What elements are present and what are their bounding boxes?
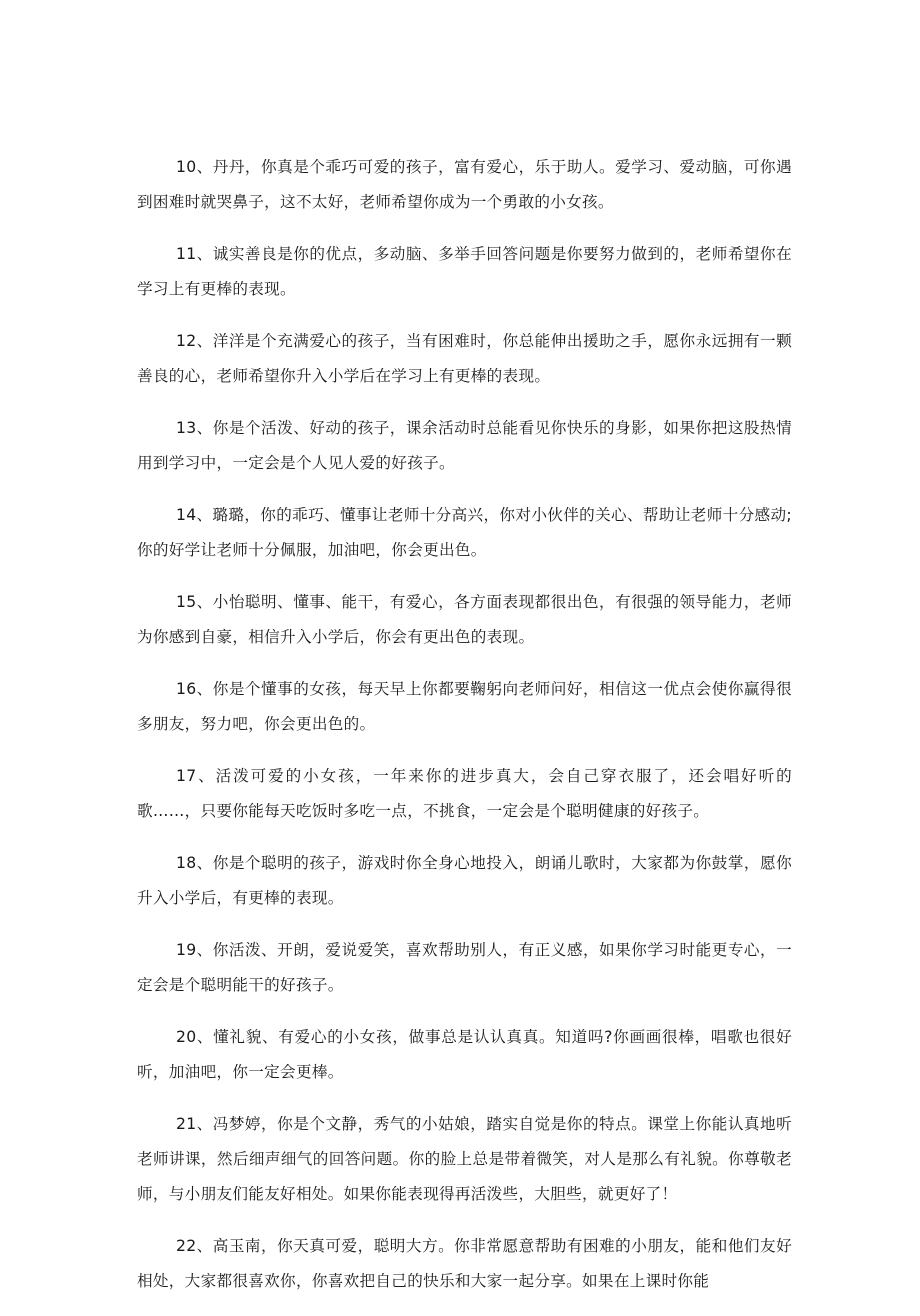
paragraph-19: 19、你活泼、开朗，爱说爱笑，喜欢帮助别人，有正义感，如果你学习时能更专心，一定会是个聪明能干的好孩子。: [137, 941, 792, 994]
paragraph-18: 18、你是个聪明的孩子，游戏时你全身心地投入，朗诵儿歌时，大家都为你鼓掌，愿你升入小学后，有更棒的表现。: [137, 854, 792, 907]
paragraph-21: 21、冯梦婷，你是个文静，秀气的小姑娘，踏实自觉是你的特点。课堂上你能认真地听老师讲课，然后细声细气的回答问题。你的脸上总是带着微笑，对人是那么有礼貌。你尊敬老师，与小朋友们能友好相处。如果你能表现得再活泼些，大胆些，就更好了！: [137, 1115, 792, 1203]
paragraph-13: 13、你是个活泼、好动的孩子，课余活动时总能看见你快乐的身影，如果你把这股热情用到学习中，一定会是个人见人爱的好孩子。: [137, 419, 792, 472]
paragraph-11: 11、诚实善良是你的优点，多动脑、多举手回答问题是你要努力做到的，老师希望你在学习上有更棒的表现。: [137, 245, 792, 298]
paragraph-14: 14、璐璐，你的乖巧、懂事让老师十分高兴，你对小伙伴的关心、帮助让老师十分感动;你的好学让老师十分佩服，加油吧，你会更出色。: [137, 506, 792, 559]
paragraph-12: 12、洋洋是个充满爱心的孩子，当有困难时，你总能伸出援助之手，愿你永远拥有一颗善良的心，老师希望你升入小学后在学习上有更棒的表现。: [137, 332, 792, 385]
paragraph-15: 15、小怡聪明、懂事、能干，有爱心，各方面表现都很出色，有很强的领导能力，老师为你感到自豪，相信升入小学后，你会有更出色的表现。: [137, 593, 792, 646]
paragraph-10: 10、丹丹，你真是个乖巧可爱的孩子，富有爱心，乐于助人。爱学习、爱动脑，可你遇到困难时就哭鼻子，这不太好，老师希望你成为一个勇敢的小女孩。: [137, 158, 792, 211]
paragraph-22: 22、高玉南，你天真可爱，聪明大方。你非常愿意帮助有困难的小朋友，能和他们友好相处，大家都很喜欢你，你喜欢把自己的快乐和大家一起分享。如果在上课时你能: [137, 1237, 792, 1290]
paragraph-16: 16、你是个懂事的女孩，每天早上你都要鞠躬向老师问好，相信这一优点会使你赢得很多朋友，努力吧，你会更出色的。: [137, 680, 792, 733]
paragraph-20: 20、懂礼貌、有爱心的小女孩，做事总是认认真真。知道吗?你画画很棒，唱歌也很好听，加油吧，你一定会更棒。: [137, 1028, 792, 1081]
paragraph-17: 17、活泼可爱的小女孩，一年来你的进步真大，会自己穿衣服了，还会唱好听的歌……，只要你能每天吃饭时多吃一点，不挑食，一定会是个聪明健康的好孩子。: [137, 767, 792, 820]
document-body: [137, 150, 792, 1316]
